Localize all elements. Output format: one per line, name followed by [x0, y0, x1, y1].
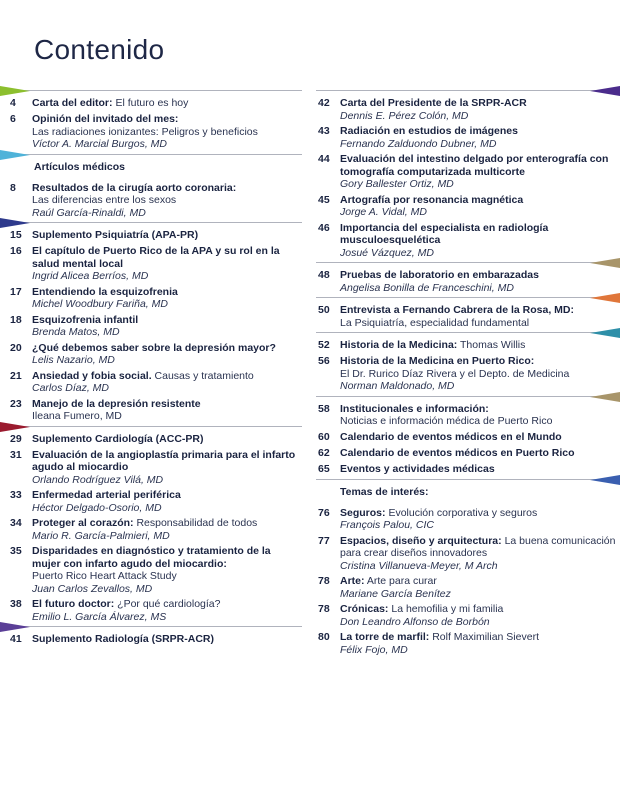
entry-text	[340, 125, 616, 150]
page-number: 6	[10, 113, 16, 125]
entry-title: Proteger al corazón:	[32, 517, 134, 529]
entry-author: Norman Maldonado, MD	[340, 380, 455, 392]
entry-text	[32, 489, 298, 514]
entry-author: Angelisa Bonilla de Franceschini, MD	[340, 281, 514, 294]
entry-text	[340, 403, 616, 428]
entry-text	[32, 342, 298, 367]
section-divider	[316, 396, 620, 397]
entry-title: Historia de la Medicina:	[340, 339, 458, 351]
entry-text	[32, 598, 298, 623]
entry-text	[32, 314, 298, 339]
page-number: 4	[10, 97, 16, 109]
entry-text	[340, 153, 616, 191]
entry-author: Dennis E. Pérez Colón, MD	[340, 109, 469, 122]
entry-title: Suplemento Radiología (SRPR-ACR)	[32, 633, 215, 645]
entry-author: Ingrid Alicea Berríos, MD	[32, 270, 149, 282]
toc-entry[interactable]	[0, 229, 302, 242]
toc-entry[interactable]	[316, 355, 620, 393]
entry-description: Puerto Rico Heart Attack Study	[32, 570, 177, 582]
page-number: 21	[10, 369, 22, 382]
entry-text	[340, 507, 616, 532]
page-number: 15	[10, 229, 22, 241]
entry-description: La Psiquiatría, especialidad fundamental	[340, 316, 530, 329]
section-heading: Temas de interés:	[340, 485, 429, 498]
page-number: 62	[318, 446, 330, 459]
entry-author: Héctor Delgado-Osorio, MD	[32, 501, 162, 514]
entry-title: Radiación en estudios de imágenes	[340, 125, 518, 137]
entry-subtitle: Rolf Maximilian Sievert	[432, 631, 539, 643]
toc-entry[interactable]	[316, 507, 620, 532]
toc-entry[interactable]	[0, 633, 302, 646]
entry-text	[340, 463, 616, 476]
entry-subtitle: La hemofilia y mi familia	[391, 603, 504, 615]
entry-title: Eventos y actividades médicas	[340, 462, 495, 475]
entry-text	[32, 182, 298, 220]
toc-entry[interactable]	[0, 370, 302, 395]
entry-subtitle: El futuro es hoy	[115, 97, 189, 109]
page-number: 38	[10, 598, 22, 610]
section-divider	[316, 262, 620, 263]
entry-title: Calendario de eventos médicos en Puerto Rico	[340, 446, 575, 459]
toc-entry[interactable]	[0, 314, 302, 339]
entry-text	[32, 245, 298, 283]
page-number: 80	[318, 631, 330, 643]
entry-title: Resultados de la cirugía aorto coronaria:	[32, 181, 237, 194]
toc-entry[interactable]	[0, 449, 302, 487]
entry-author: Gory Ballester Ortiz, MD	[340, 178, 454, 190]
page-number: 23	[10, 397, 22, 410]
entry-author: Cristina Villanueva-Meyer, M Arch	[340, 559, 498, 572]
section-divider	[0, 626, 302, 627]
entry-author: Emilio L. García Álvarez, MS	[32, 610, 167, 623]
section-divider	[0, 90, 302, 91]
entry-text	[340, 304, 616, 329]
toc-entry[interactable]	[316, 269, 620, 294]
toc-entry[interactable]	[316, 431, 620, 444]
entry-title: Seguros:	[340, 506, 386, 519]
toc-entry[interactable]	[0, 489, 302, 514]
entry-text	[32, 517, 298, 542]
entry-text	[32, 229, 298, 242]
toc-entry[interactable]	[316, 575, 620, 600]
entry-author: Brenda Matos, MD	[32, 326, 120, 338]
section-divider	[316, 90, 620, 91]
page-number: 33	[10, 489, 22, 501]
entry-title: La torre de marfil:	[340, 631, 430, 643]
toc-entry[interactable]	[316, 97, 620, 122]
entry-author: Carlos Díaz, MD	[32, 382, 110, 394]
toc-entry[interactable]	[316, 194, 620, 219]
entry-author: Don Leandro Alfonso de Borbón	[340, 615, 490, 628]
toc-entry[interactable]	[316, 603, 620, 628]
section-marker-triangle	[590, 258, 620, 268]
section-marker-triangle	[0, 86, 30, 96]
page-title: Contenido	[34, 34, 165, 65]
entry-author: Víctor A. Marcial Burgos, MD	[32, 138, 167, 150]
section-divider	[316, 332, 620, 333]
toc-entry[interactable]	[316, 463, 620, 476]
entry-text	[32, 545, 298, 595]
toc-entry[interactable]	[0, 97, 302, 110]
page-number: 43	[318, 125, 330, 137]
entry-text	[340, 431, 616, 444]
entry-author: Josué Vázquez, MD	[340, 246, 434, 259]
toc-entry[interactable]	[0, 245, 302, 283]
entry-author: Michel Woodbury Fariña, MD	[32, 298, 168, 310]
page-number: 50	[318, 304, 330, 316]
entry-text	[32, 449, 298, 487]
right-column	[316, 88, 620, 659]
entry-title: Carta del editor:	[32, 97, 113, 109]
toc-entry[interactable]	[316, 125, 620, 150]
page-number: 46	[318, 221, 330, 234]
entry-text	[340, 269, 616, 294]
entry-author: Orlando Rodríguez Vilá, MD	[32, 473, 164, 486]
entry-text	[340, 535, 616, 573]
entry-title: Carta del Presidente de la SRPR-ACR	[340, 97, 527, 109]
section-divider	[0, 222, 302, 223]
page-number: 76	[318, 506, 330, 519]
entry-text	[340, 339, 616, 352]
page-number: 16	[10, 245, 22, 257]
page-number: 60	[318, 430, 330, 443]
section-marker-triangle	[0, 422, 30, 432]
section-marker-triangle	[0, 150, 30, 160]
entry-text	[32, 97, 298, 110]
entry-title: Artografía por resonancia magnética	[340, 193, 524, 206]
page-number: 58	[318, 402, 330, 415]
entry-subtitle: Arte para curar	[366, 575, 437, 587]
entry-description: Las diferencias entre los sexos	[32, 194, 177, 206]
entry-text	[32, 633, 298, 646]
entry-text	[32, 398, 298, 423]
entry-title: Espacios, diseño y arquitectura:	[340, 534, 502, 547]
section-marker-triangle	[590, 293, 620, 303]
entry-title: Pruebas de laboratorio en embarazadas	[340, 269, 539, 281]
page-number: 65	[318, 462, 330, 475]
toc-entry[interactable]	[316, 339, 620, 352]
entry-text	[340, 194, 616, 219]
toc-entry[interactable]	[316, 535, 620, 573]
section-divider	[0, 426, 302, 427]
entry-subtitle: Evolución corporativa y seguros	[388, 506, 538, 519]
entry-title: Ansiedad y fobia social.	[32, 369, 152, 382]
toc-entry[interactable]	[316, 153, 620, 191]
entry-title: ¿Qué debemos saber sobre la depresión mayor?	[32, 341, 276, 354]
section-divider	[0, 154, 302, 155]
entry-title: El futuro doctor:	[32, 598, 115, 610]
entry-title: Suplemento Cardiología (ACC-PR)	[32, 432, 204, 445]
page-number: 31	[10, 448, 22, 461]
page-number: 20	[10, 341, 22, 354]
entry-title: Evaluación del intestino delgado por enterografía con tomografía computarizada multicorte	[340, 153, 609, 178]
toc-entry[interactable]	[316, 447, 620, 460]
entry-title: Disparidades en diagnóstico y tratamiento de la mujer con infarto agudo del miocardio:	[32, 545, 271, 570]
page-number: 34	[10, 517, 22, 529]
entry-subtitle: ¿Por qué cardiología?	[117, 598, 221, 610]
page-number: 56	[318, 355, 330, 367]
toc-entry[interactable]	[316, 403, 620, 428]
entry-title: Importancia del especialista en radiología musculoesquelética	[340, 221, 549, 246]
entry-text	[340, 631, 616, 656]
page-number: 8	[10, 181, 16, 194]
entry-title: Crónicas:	[340, 603, 389, 615]
entry-text	[340, 603, 616, 628]
toc-entry[interactable]	[0, 286, 302, 311]
entry-description: El Dr. Rurico Díaz Rivera y el Depto. de Medicina	[340, 367, 570, 380]
entry-text	[340, 447, 616, 460]
entry-title: Entrevista a Fernando Cabrera de la Rosa, MD:	[340, 304, 574, 316]
entry-text	[340, 575, 616, 600]
page-number: 52	[318, 339, 330, 351]
entry-author: Fernando Zalduondo Dubner, MD	[340, 137, 497, 150]
entry-title: Institucionales e información:	[340, 402, 489, 415]
page-number: 48	[318, 269, 330, 281]
page-number: 42	[318, 97, 330, 109]
entry-text	[32, 113, 298, 151]
entry-title: Calendario de eventos médicos en el Mundo	[340, 430, 562, 443]
entry-author: Mario R. García-Palmieri, MD	[32, 529, 170, 542]
toc-entry[interactable]	[0, 433, 302, 446]
section-marker-triangle	[0, 218, 30, 228]
entry-text	[340, 355, 616, 393]
section-marker-triangle	[0, 622, 30, 632]
entry-title: Manejo de la depresión resistente	[32, 397, 201, 410]
entry-title: El capítulo de Puerto Rico de la APA y su rol en la salud mental local	[32, 245, 280, 270]
entry-title: Arte:	[340, 575, 365, 587]
entry-text	[340, 97, 616, 122]
entry-subtitle: Thomas Willis	[460, 339, 526, 351]
page-number: 77	[318, 534, 330, 547]
left-column	[0, 88, 302, 649]
entry-description: Ileana Fumero, MD	[32, 410, 122, 422]
entry-subtitle: La buena comunicación para crear diseños innovadores	[340, 534, 616, 559]
section-marker-triangle	[590, 475, 620, 485]
entry-author: Lelis Nazario, MD	[32, 354, 115, 366]
entry-description: Noticias e información médica de Puerto Rico	[340, 415, 553, 427]
page-number: 18	[10, 313, 22, 326]
toc-entry[interactable]	[0, 113, 302, 151]
entry-author: Mariane García Benítez	[340, 587, 451, 600]
entry-author: Félix Fojo, MD	[340, 643, 408, 656]
section-marker-triangle	[590, 86, 620, 96]
section-marker-triangle	[590, 328, 620, 338]
page-number: 35	[10, 545, 22, 557]
section-divider	[316, 479, 620, 480]
entry-author: Juan Carlos Zevallos, MD	[32, 582, 153, 595]
entry-subtitle: Causas y tratamiento	[154, 369, 254, 382]
section-marker-triangle	[590, 392, 620, 402]
entry-text	[32, 433, 298, 446]
entry-description: Las radiaciones ionizantes: Peligros y beneficios	[32, 125, 258, 138]
page-number: 29	[10, 432, 22, 445]
entry-author: François Palou, CIC	[340, 519, 434, 531]
toc-entry[interactable]	[316, 304, 620, 329]
section-heading: Artículos médicos	[34, 160, 126, 173]
toc-entry[interactable]	[0, 398, 302, 423]
toc-entry[interactable]	[0, 182, 302, 220]
entry-title: Historia de la Medicina en Puerto Rico:	[340, 355, 535, 367]
section-divider	[316, 297, 620, 298]
toc-entry[interactable]	[316, 631, 620, 656]
entry-author: Raúl García-Rinaldi, MD	[32, 206, 146, 219]
entry-title: Esquizofrenia infantil	[32, 313, 139, 326]
toc-entry[interactable]	[0, 598, 302, 623]
page-number: 78	[318, 603, 330, 615]
entry-title: Enfermedad arterial periférica	[32, 489, 181, 501]
toc-entry[interactable]	[0, 517, 302, 542]
entry-text	[32, 286, 298, 311]
entry-author: Jorge A. Vidal, MD	[340, 206, 427, 218]
entry-title: Evaluación de la angioplastía primaria para el infarto agudo al miocardio	[32, 448, 296, 473]
page-number: 17	[10, 285, 22, 298]
toc-entry[interactable]	[0, 342, 302, 367]
entry-title: Suplemento Psiquiatría (APA-PR)	[32, 229, 199, 241]
entry-text	[340, 222, 616, 260]
entry-text	[32, 370, 298, 395]
page-number: 41	[10, 633, 22, 645]
page-number: 44	[318, 153, 330, 165]
entry-title: Entendiendo la esquizofrenia	[32, 285, 178, 298]
page-number: 78	[318, 575, 330, 587]
entry-subtitle: Responsabilidad de todos	[136, 517, 258, 529]
toc-entry[interactable]	[0, 545, 302, 595]
entry-title: Opinión del invitado del mes:	[32, 113, 179, 125]
page-number: 45	[318, 193, 330, 206]
toc-entry[interactable]	[316, 222, 620, 260]
